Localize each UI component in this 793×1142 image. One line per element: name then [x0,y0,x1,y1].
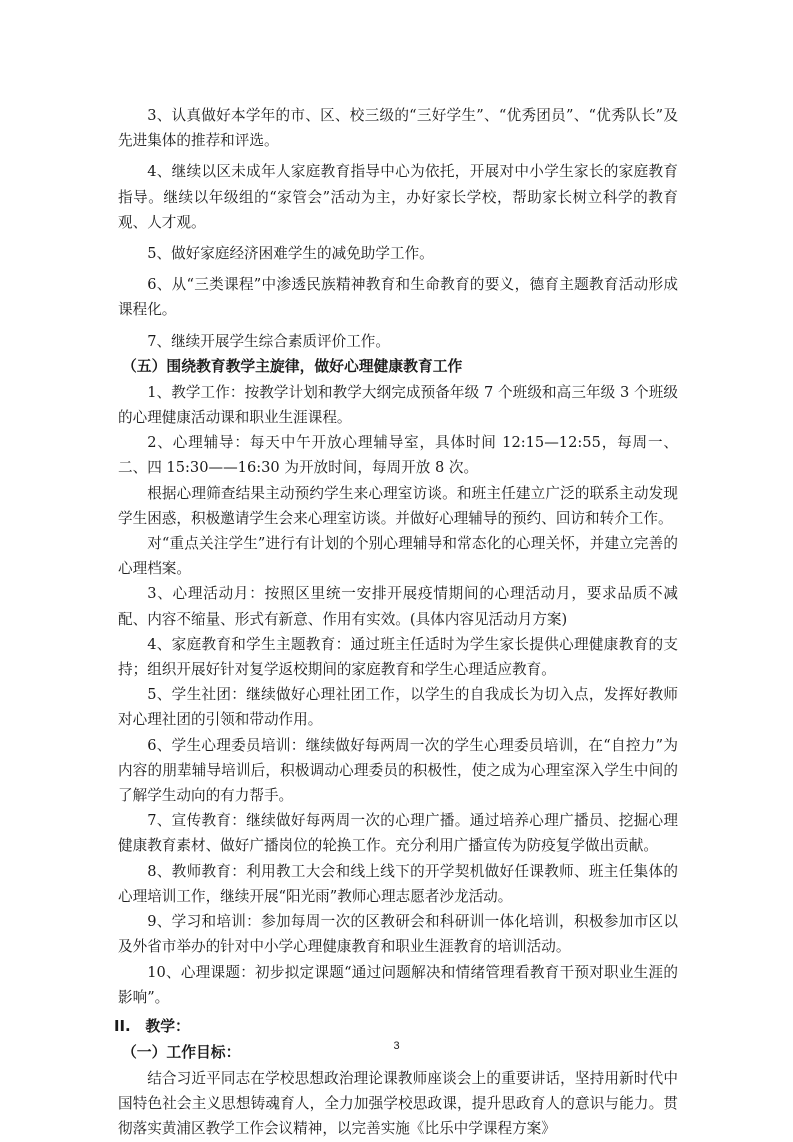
paragraph: 7、宣传教育：继续做好每两周一次的心理广播。通过培养心理广播员、挖掘心理健康教育素材、做好广播岗位的轮换工作。充分利用广播宣传为防疫复学做出贡献。 [118,812,678,855]
document-page [114,97,678,1142]
paragraph: 5、做好家庭经济困难学生的减免助学工作。 [147,245,434,263]
paragraph: 10、心理课题：初步拟定课题“通过问题解决和情绪管理看教育干预对职业生涯的影响”。 [118,963,678,1006]
paragraph: 4、家庭教育和学生主题教育：通过班主任适时为学生家长提供心理健康教育的支持；组织开展好针对复学返校期间的家庭教育和学生心理适应教育。 [118,635,678,679]
paragraph: 3、认真做好本学年的市、区、校三级的“三好学生”、“优秀团员”、“优秀队长”及先进集体的推荐和评选。 [118,107,678,150]
paragraph: 4、继续以区未成年人家庭教育指导中心为依托，开展对中小学生家长的家庭教育指导。继续以年级组的“家管会”活动为主，办好家长学校，帮助家长树立科学的教育观、人才观。 [118,163,678,231]
paragraph: 3、心理活动月：按照区里统一安排开展疫情期间的心理活动月，要求品质不减配、内容不缩量、形式有新意、作用有实效。(具体内容见活动月方案) [118,585,678,628]
paragraph: 7、继续开展学生综合素质评价工作。 [147,332,390,350]
paragraph: 结合习近平同志在学校思想政治理论课教师座谈会上的重要讲话，坚持用新时代中国特色社会主义思想铸魂育人，全力加强学校思政课，提升思政育人的意识与能力。贯彻落实黄浦区教学工作会议精神，以完善实施《比乐中学课程方案》 [118,1069,678,1138]
subsection-heading: （一）工作目标： [122,1043,241,1061]
section-heading: （五）围绕教育教学主旋律，做好心理健康教育工作 [122,357,463,375]
page-number: 3 [393,1040,400,1052]
section5-items [118,380,678,1010]
paragraph: 1、教学工作：按教学计划和教学大纲完成预备年级 7 个班级和高三年级 3 个班级的心理健康活动课和职业生涯课程。 [118,383,678,427]
paragraph: 6、从“三类课程”中渗透民族精神教育和生命教育的要义，德育主题教育活动形成课程化。 [118,276,678,319]
paragraph: 2、心理辅导：每天中午开放心理辅导室，具体时间 12:15—12:55，每周一、二、四 15:30——16:30 为开放时间，每周开放 8 次。 [118,434,678,477]
part-heading: II. 教学： [114,1017,190,1035]
paragraph: 9、学习和培训：参加每周一次的区教研会和科研训一体化培训，积极参加市区以及外省市举办的针对中小学心理健康教育和职业生涯教育的培训活动。 [118,913,678,956]
paragraph: 8、教师教育：利用教工大会和线上线下的开学契机做好任课教师、班主任集体的心理培训工作，继续开展“阳光雨”教师心理志愿者沙龙活动。 [118,862,678,905]
paragraph: 5、学生社团：继续做好心理社团工作，以学生的自我成长为切入点，发挥好教师对心理社团的引领和带动作用。 [118,686,678,729]
paragraph: 根据心理筛查结果主动预约学生来心理室访谈。和班主任建立广泛的联系主动发现学生困惑，积极邀请学生会来心理室访谈。并做好心理辅导的预约、回访和转介工作。 [118,484,678,527]
paragraph: 对“重点关注学生”进行有计划的个别心理辅导和常态化的心理关怀，并建立完善的心理档案。 [118,535,678,578]
paragraph: 6、学生心理委员培训：继续做好每两周一次的学生心理委员培训，在“自控力”为内容的朋辈辅导培训后，积极调动心理委员的积极性，使之成为心理室深入学生中间的了解学生动向的有力帮手。 [118,736,678,805]
section4-items [118,103,678,354]
